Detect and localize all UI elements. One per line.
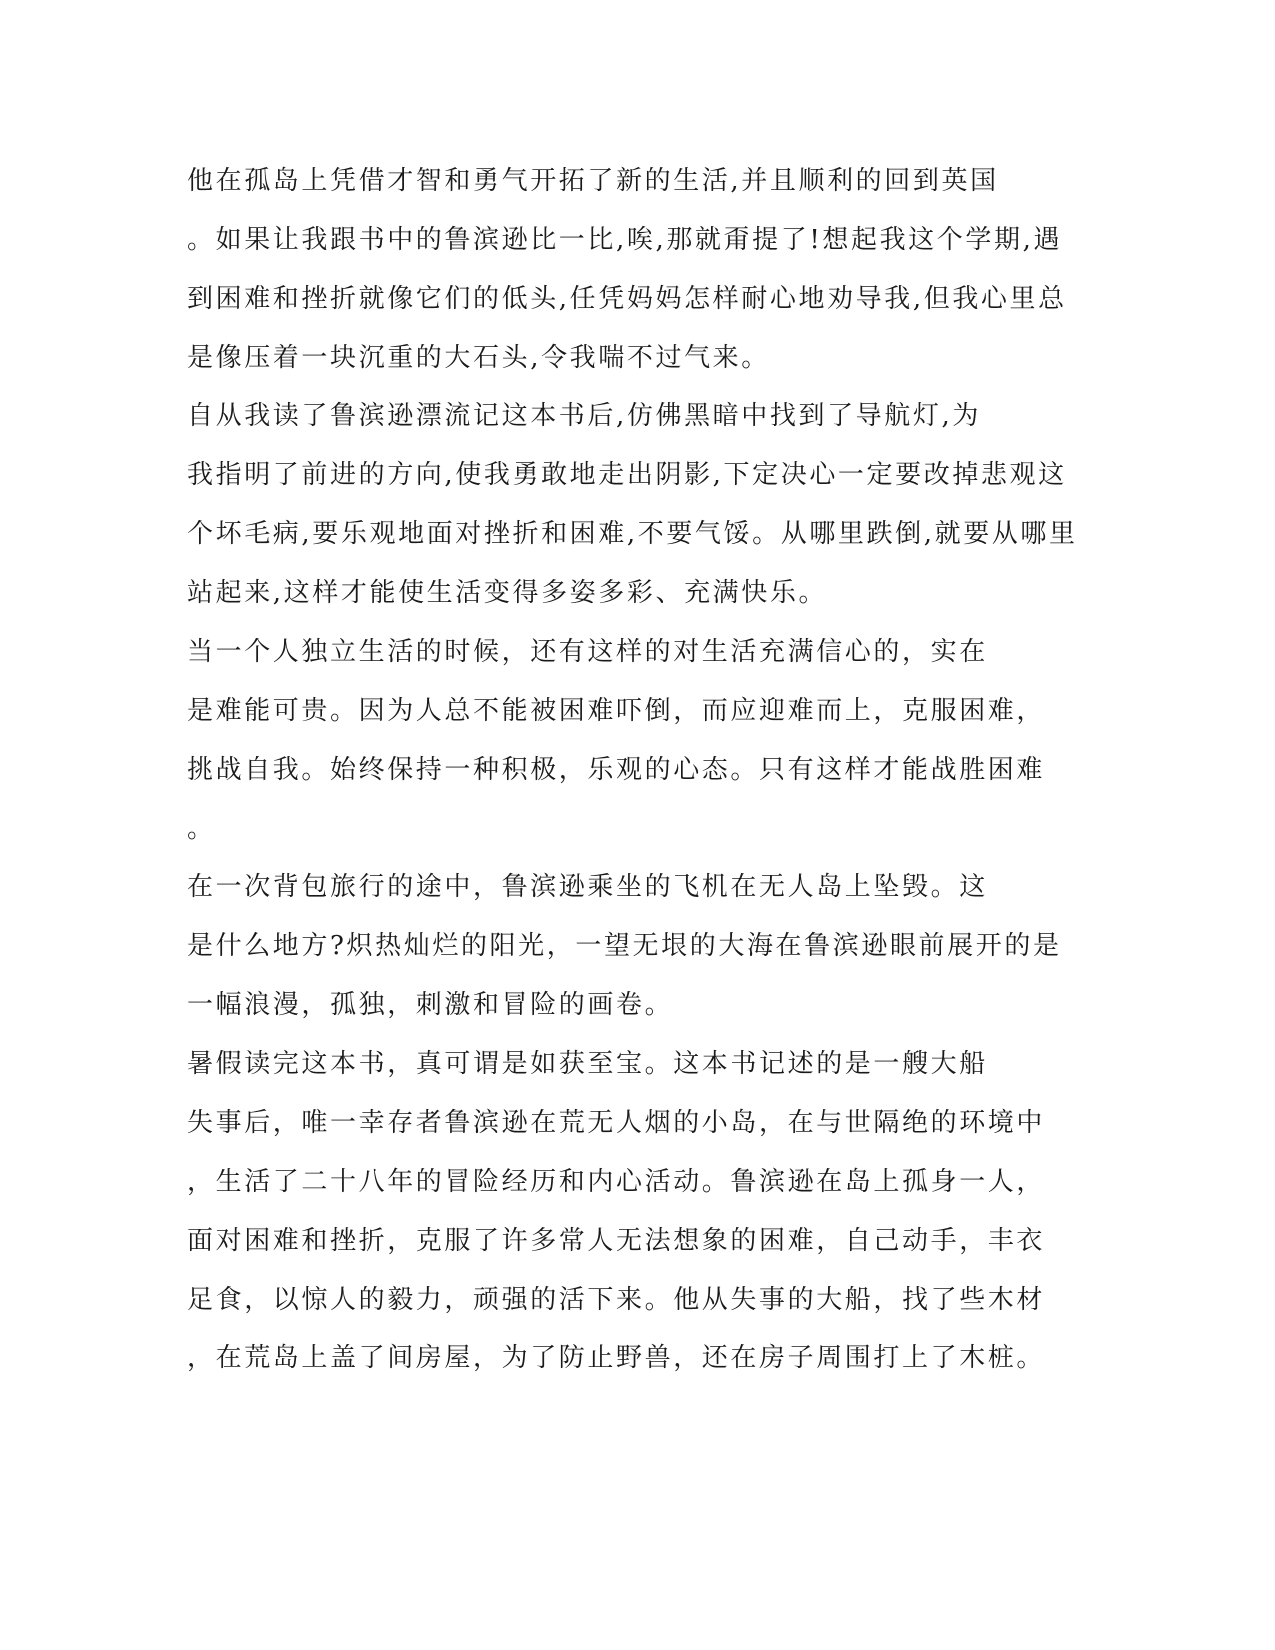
text-line: 暑假读完这本书，真可谓是如获至宝。这本书记述的是一艘大船 [187, 1049, 988, 1079]
text-line: 。如果让我跟书中的鲁滨逊比一比,唉,那就甭提了!想起我这个学期,遇 [187, 225, 1063, 255]
text-line: 个坏毛病,要乐观地面对挫折和困难,不要气馁。从哪里跌倒,就要从哪里 [187, 519, 1078, 549]
text-line: 在一次背包旅行的途中，鲁滨逊乘坐的飞机在无人岛上坠毁。这 [187, 872, 988, 902]
text-line: 自从我读了鲁滨逊漂流记这本书后,仿佛黑暗中找到了导航灯,为 [187, 401, 981, 431]
text-line: 。 [187, 814, 216, 844]
text-line: 失事后，唯一幸存者鲁滨逊在荒无人烟的小岛，在与世隔绝的环境中 [187, 1108, 1046, 1138]
text-line: 到困难和挫折就像它们的低头,任凭妈妈怎样耐心地劝导我,但我心里总 [187, 284, 1067, 314]
text-line: ，在荒岛上盖了间房屋，为了防止野兽，还在房子周围打上了木桩。 [187, 1343, 1046, 1373]
text-line: 他在孤岛上凭借才智和勇气开拓了新的生活,并且顺利的回到英国 [187, 166, 999, 196]
text-line: 一幅浪漫，孤独，刺激和冒险的画卷。 [187, 990, 674, 1020]
text-line: 我指明了前进的方向,使我勇敢地走出阴影,下定决心一定要改掉悲观这 [187, 460, 1067, 490]
text-line: 站起来,这样才能使生活变得多姿多彩、充满快乐。 [187, 578, 828, 608]
text-line: 足食，以惊人的毅力，顽强的活下来。他从失事的大船，找了些木材 [187, 1285, 1046, 1315]
text-line: 面对困难和挫折，克服了许多常人无法想象的困难，自己动手，丰衣 [187, 1226, 1046, 1256]
text-line: 是难能可贵。因为人总不能被困难吓倒，而应迎难而上，克服困难， [187, 696, 1046, 726]
text-line: 挑战自我。始终保持一种积极，乐观的心态。只有这样才能战胜困难 [187, 755, 1046, 785]
text-line: 是什么地方?炽热灿烂的阳光，一望无垠的大海在鲁滨逊眼前展开的是 [187, 931, 1062, 961]
text-line: 是像压着一块沉重的大石头,令我喘不过气来。 [187, 343, 770, 373]
text-line: ，生活了二十八年的冒险经历和内心活动。鲁滨逊在岛上孤身一人， [187, 1167, 1046, 1197]
text-line: 当一个人独立生活的时候，还有这样的对生活充满信心的，实在 [187, 637, 988, 667]
